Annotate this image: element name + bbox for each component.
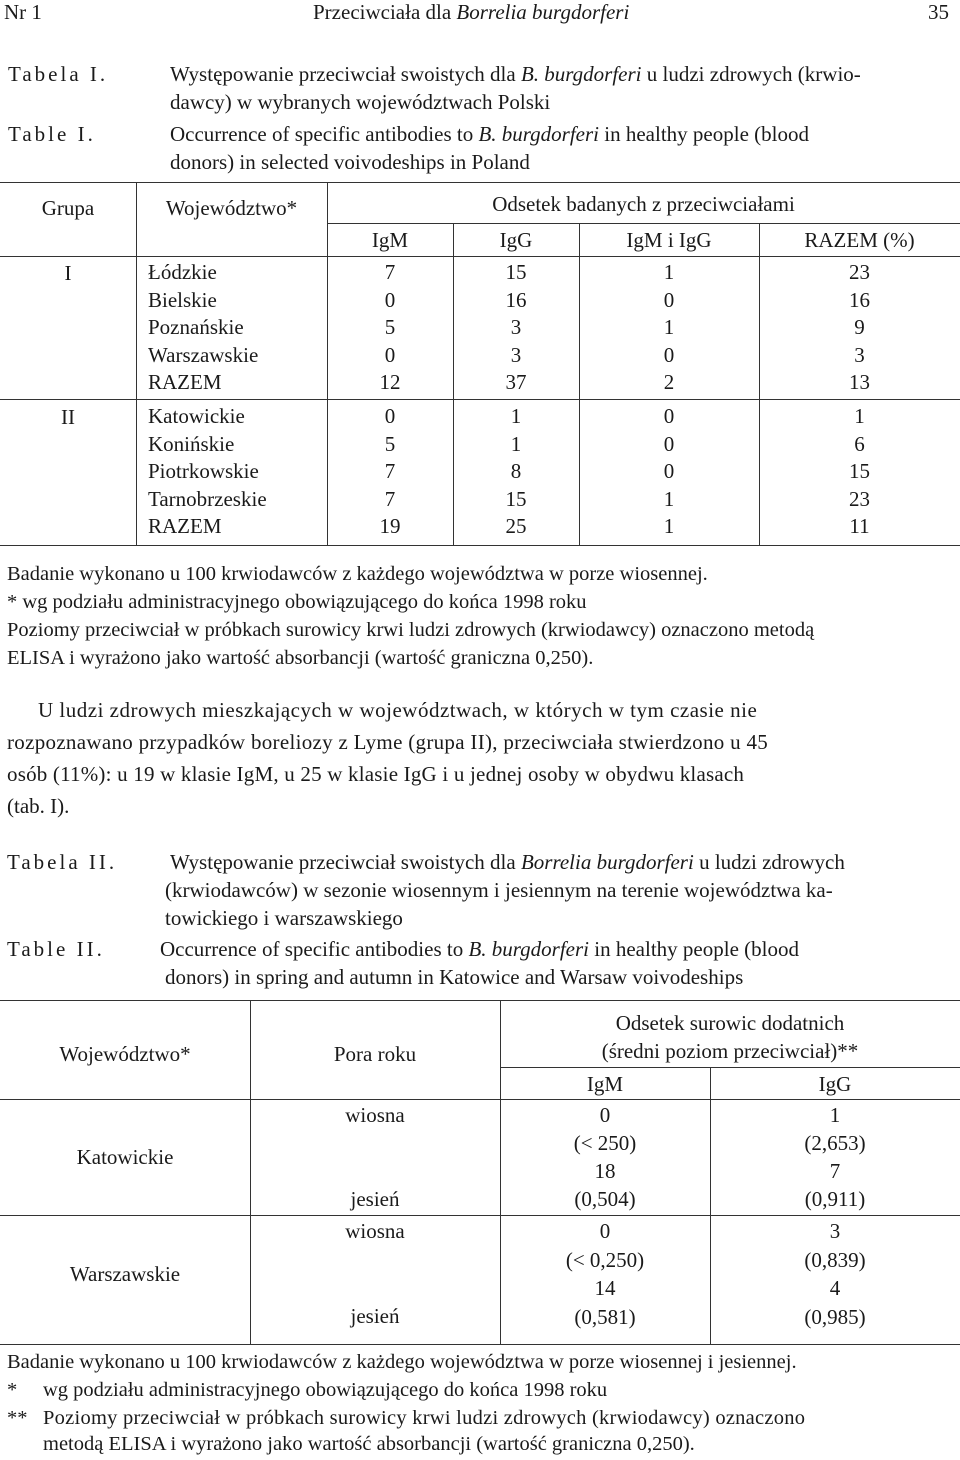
table1-cell: 1: [663, 486, 675, 511]
table1-cell: 13: [849, 370, 870, 395]
table1-caption-pl-c: u ludzi zdrowych (krwio-: [641, 62, 861, 86]
table1-cell: 3: [854, 342, 865, 367]
table1-group1-names: [148, 259, 258, 397]
table1-row-name: RAZEM: [148, 514, 222, 539]
table1-header-odsetek: Odsetek badanych z przeciwciałami: [492, 192, 795, 216]
table1-cell: 3: [510, 315, 522, 340]
table1-cell: 37: [505, 370, 527, 395]
table2-cell: (< 250): [573, 1131, 637, 1155]
table1-header-igg: IgG: [499, 228, 533, 252]
body-paragraph-line2: rozpoznawano przypadków boreliozy z Lyme (grupa II), przeciwciała stwierdzono u 45: [7, 730, 769, 754]
table2-caption-en-a: Occurrence of specific antibodies to: [160, 937, 469, 961]
table2-cell: 18: [594, 1159, 616, 1183]
table2-note2: wg podziału administracyjnego obowiązującego do końca 1998 roku: [43, 1379, 608, 1401]
table1-cell: 1: [663, 315, 675, 340]
table1-cell: 0: [384, 404, 396, 428]
table1-header-igm-igg: IgM i IgG: [626, 228, 712, 252]
table1-group2-both: [579, 403, 759, 541]
table1-header-wojewodztwo: Województwo*: [165, 196, 298, 220]
table1-caption-en-line1: [170, 122, 809, 147]
table2-cell: 1: [829, 1103, 841, 1127]
table1-row-name: Tarnobrzeskie: [148, 486, 267, 511]
table2-header-igm: IgM: [586, 1072, 624, 1096]
table1-caption-pl-line1: [170, 62, 861, 87]
table2-cell: (0,985): [804, 1304, 866, 1329]
table1-group2-igm: [327, 403, 453, 541]
table1-cell: 11: [849, 514, 870, 539]
table1-caption-en-b: B. burgdorferi: [478, 122, 600, 146]
table1-note2: * wg podziału administracyjnego obowiązującego do końca 1998 roku: [7, 591, 587, 613]
table2-caption-pl-line1: [170, 850, 845, 875]
table1-cell: 3: [510, 342, 522, 367]
running-header-title: [313, 0, 629, 25]
table2-caption-en-line2: donors) in spring and autumn in Katowice and Warsaw voivodeships: [165, 965, 744, 989]
table1-cell: 6: [854, 431, 865, 456]
table1-row-name: Konińskie: [148, 431, 235, 456]
table2-region: Warszawskie: [69, 1262, 181, 1286]
table1-header-razem: RAZEM (%): [804, 228, 915, 252]
table1-cell: 0: [663, 287, 675, 312]
table1-cell: 12: [379, 370, 401, 395]
table2-header-pora: Pora roku: [333, 1042, 417, 1066]
table1-cell: 1: [510, 404, 522, 428]
running-header-title-italic: Borrelia burgdorferi: [456, 0, 630, 24]
table1-cell: 2: [663, 370, 675, 395]
table1-cell: 0: [663, 404, 675, 428]
table1-cell: 16: [849, 287, 870, 312]
table1-cell: 19: [379, 514, 401, 539]
table2-block1-igm: [500, 1101, 710, 1213]
table1-cell: 1: [510, 431, 522, 456]
table1-cell: 23: [849, 486, 870, 511]
table1-row-name: Katowickie: [148, 404, 245, 428]
table1-caption-en-a: Occurrence of specific antibodies to: [170, 122, 479, 146]
table2-season: jesień: [350, 1187, 400, 1211]
table1-cell: 7: [384, 459, 396, 484]
table1-cell: 15: [505, 486, 527, 511]
table1-group1-igg: [453, 259, 579, 397]
table1-cell: 0: [663, 431, 675, 456]
table2-cell: 4: [829, 1276, 841, 1300]
table2-cell: (< 0,250): [565, 1247, 645, 1272]
table2-header-odsetek-line2: (średni poziom przeciwciał)**: [601, 1039, 859, 1063]
table2-header-igg: IgG: [818, 1072, 852, 1096]
table1-row-name: Poznańskie: [148, 315, 244, 340]
table1-cell: 8: [510, 459, 522, 484]
running-header-title-prefix: Przeciwciała dla: [313, 0, 457, 24]
table2-caption-en-c: in healthy people (blood: [589, 937, 799, 961]
table2-label-pl: Tabela II.: [7, 850, 118, 874]
table2-caption-pl-a: Występowanie przeciwciał swoistych dla: [170, 850, 521, 874]
table1-row-name: RAZEM: [148, 370, 222, 395]
table1-cell: 0: [384, 342, 396, 367]
table1-group2-igg: [453, 403, 579, 541]
table1-caption-en-line2: donors) in selected voivodeships in Poland: [170, 150, 530, 174]
table1-header-igm: IgM: [371, 228, 409, 252]
table1-group-label: I: [64, 261, 72, 285]
table1-row-name: Łódzkie: [148, 260, 217, 284]
table1-caption-pl-a: Występowanie przeciwciał swoistych dla: [170, 62, 521, 86]
table2-caption-pl-c: u ludzi zdrowych: [693, 850, 845, 874]
table2-note3-line2: metodą ELISA i wyrażono jako wartość absorbancji (wartość graniczna 0,250).: [43, 1433, 695, 1455]
table2-cell: 0: [599, 1103, 611, 1127]
table1-label-pl: Tabela I.: [8, 62, 109, 86]
table2-cell: 3: [829, 1219, 841, 1243]
table1-group2-total: [759, 403, 960, 541]
table1-note3-line2: ELISA i wyrażono jako wartość absorbancji (wartość graniczna 0,250).: [7, 647, 594, 669]
body-paragraph-line4: (tab. I).: [7, 794, 70, 818]
table1-cell: 7: [384, 260, 396, 284]
table2-note2-mark: *: [7, 1379, 18, 1401]
table1-header-grupa: Grupa: [41, 196, 95, 220]
table2-note3-line1: Poziomy przeciwciał w próbkach surowicy krwi ludzi zdrowych (krwiodawcy) oznaczono: [43, 1407, 806, 1429]
page-number: 35: [928, 0, 949, 24]
table2-caption-en-line1: [160, 937, 799, 962]
table2-caption-pl-b: Borrelia burgdorferi: [520, 850, 694, 874]
table1-group-label: II: [61, 405, 75, 429]
running-header-left: Nr 1: [4, 0, 42, 24]
table1-cell: 0: [384, 287, 396, 312]
table2-cell: (0,581): [574, 1304, 636, 1329]
table2-block1-igg: [710, 1101, 960, 1213]
table2-cell: (0,911): [804, 1187, 866, 1211]
table2-cell: (0,839): [804, 1247, 866, 1272]
table2-region: Katowickie: [76, 1145, 174, 1169]
table2-season: wiosna: [345, 1103, 405, 1127]
table1-note1: Badanie wykonano u 100 krwiodawców z każdego województwa w porze wiosennej.: [7, 563, 708, 585]
table1-row-name: Piotrkowskie: [148, 459, 259, 484]
table2-season: jesień: [350, 1304, 400, 1328]
table1-label-en: Table I.: [8, 122, 96, 146]
body-paragraph-line1: U ludzi zdrowych mieszkających w województwach, w których w tym czasie nie: [38, 698, 758, 722]
table2-caption-pl-line3: towickiego i warszawskiego: [165, 906, 403, 930]
table1-cell: 1: [663, 514, 675, 539]
table1-caption-pl-b: B. burgdorferi: [520, 62, 642, 86]
table2-note1: Badanie wykonano u 100 krwiodawców z każdego województwa w porze wiosennej i jesiennej.: [7, 1351, 797, 1373]
table1-group1-igm: [327, 259, 453, 397]
table1-cell: 5: [384, 315, 396, 340]
table2-cell: 0: [599, 1219, 611, 1243]
table2-cell: 14: [594, 1276, 616, 1300]
table2-cell: (0,504): [574, 1187, 636, 1211]
table2-label-en: Table II.: [7, 937, 105, 961]
table2-header-odsetek-line1: Odsetek surowic dodatnich: [615, 1011, 845, 1035]
table1-note3-line1: Poziomy przeciwciał w próbkach surowicy krwi ludzi zdrowych (krwiodawcy) oznaczono metodą: [7, 619, 815, 641]
table2-cell: 7: [829, 1159, 841, 1183]
table1-caption-pl-line2: dawcy) w wybranych województwach Polski: [170, 90, 551, 114]
table1-group1-both: [579, 259, 759, 397]
table2-cell: (2,653): [804, 1131, 866, 1155]
table1-group2-names: [148, 403, 267, 541]
table1-cell: 7: [384, 486, 396, 511]
table1-cell: 23: [849, 260, 870, 284]
table1-caption-en-c: in healthy people (blood: [599, 122, 809, 146]
table1-cell: 0: [663, 459, 675, 484]
table2-block2-igm: [500, 1217, 710, 1331]
table1-row-name: Warszawskie: [148, 342, 259, 367]
table2: [0, 1000, 960, 1345]
table1-cell: 1: [854, 404, 865, 428]
table1-cell: 15: [849, 459, 870, 484]
table2-note3-mark: **: [7, 1407, 28, 1429]
table2-block2-igg: [710, 1217, 960, 1331]
table2-season: wiosna: [345, 1219, 405, 1243]
table1-cell: 25: [505, 514, 527, 539]
table2-caption-en-b: B. burgdorferi: [468, 937, 590, 961]
table1-cell: 9: [854, 315, 865, 340]
table2-header-wojewodztwo: Województwo*: [59, 1042, 191, 1066]
table1-cell: 5: [384, 431, 396, 456]
table2-caption-pl-line2: (krwiodawców) w sezonie wiosennym i jesiennym na terenie województwa ka-: [165, 878, 833, 902]
table1-cell: 16: [505, 287, 527, 312]
table1-cell: 15: [505, 260, 527, 284]
table1-cell: 1: [663, 260, 675, 284]
table1-cell: 0: [663, 342, 675, 367]
table1-row-name: Bielskie: [148, 287, 217, 312]
table1: [0, 182, 960, 546]
table1-group1-total: [759, 259, 960, 397]
body-paragraph-line3: osób (11%): u 19 w klasie IgM, u 25 w klasie IgG i u jednej osoby w obydwu klasach: [7, 762, 745, 786]
